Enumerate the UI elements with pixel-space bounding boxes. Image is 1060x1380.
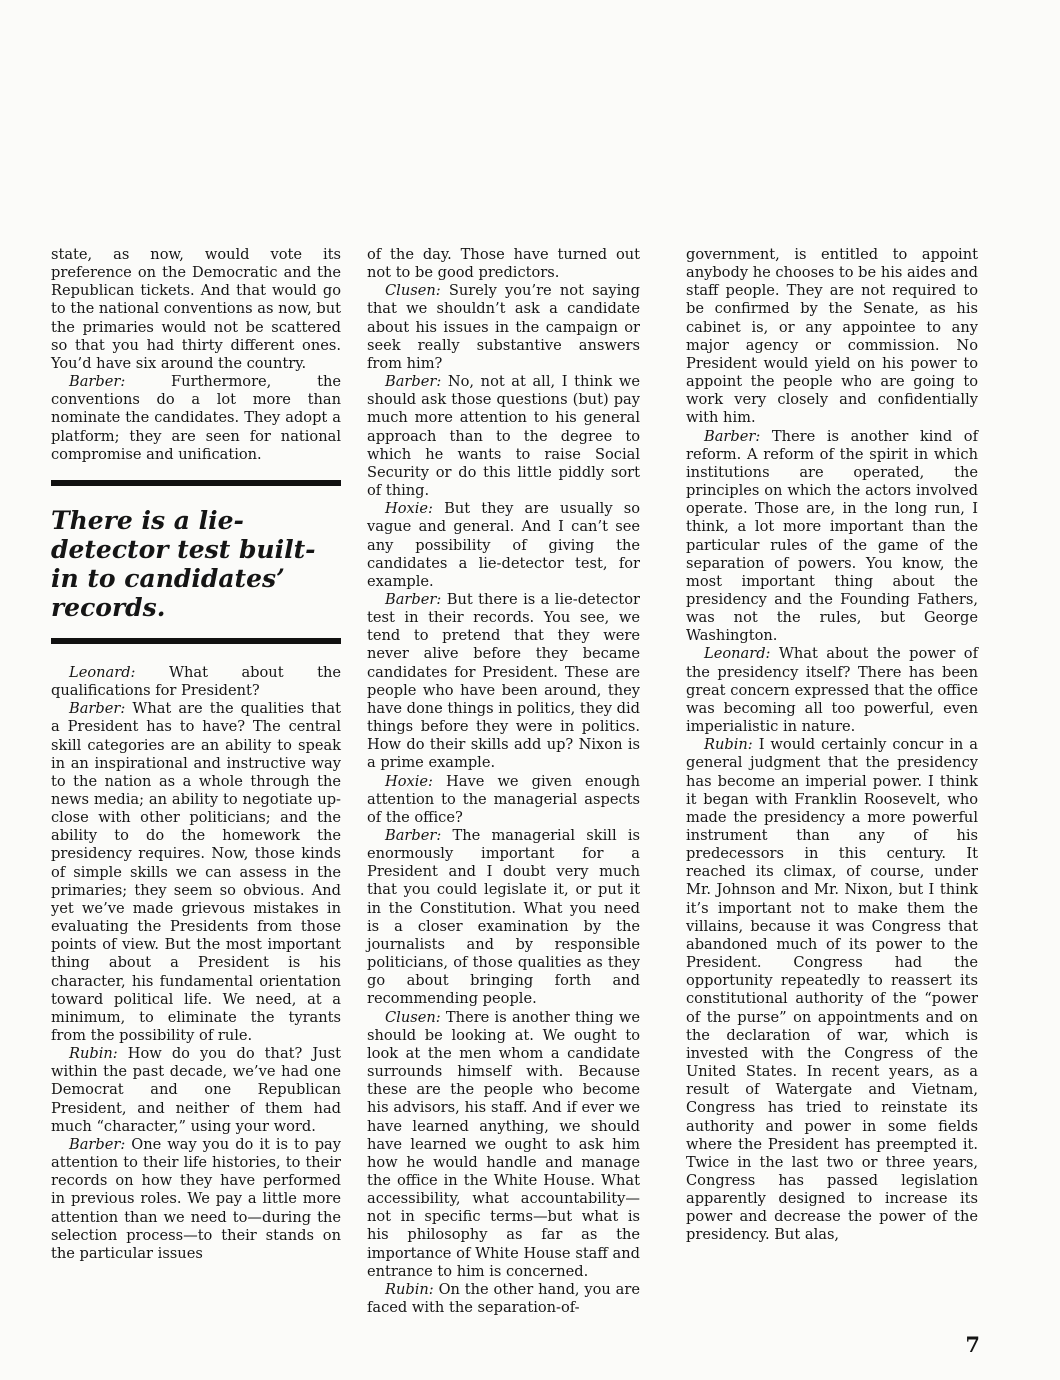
column-2 <box>367 246 640 1317</box>
speech-text: Surely you’re not saying that we shouldn’t ask a candidate about his issues in the campaign or seek really substantive answers from him? <box>367 282 640 372</box>
speech-text: But they are usually so vague and general. And I can’t see any possibility of giving the candidates a lie-detector test, for example. <box>367 500 640 590</box>
paragraph <box>686 736 978 1244</box>
paragraph <box>686 428 978 646</box>
speech-text: No, not at all, I think we should ask those questions (but) pay much more attention to his general approach than to the degree to which he wants to raise Social Security or do this little piddly sort of thing. <box>367 373 640 500</box>
speech-text: Furthermore, the conventions do a lot more than nominate the candidates. They adopt a platform; they are seen for national compromise and unification. <box>51 373 341 463</box>
speech-text: What about the power of the presidency itself? There has been great concern expressed that the office was becoming all too powerful, even imperialistic in nature. <box>686 645 978 736</box>
speech-text: Have we given enough attention to the managerial aspects of the office? <box>367 772 640 826</box>
speaker-name: Barber: <box>69 700 126 718</box>
speaker-name: Barber: <box>385 590 442 608</box>
speaker-name: Leonard: <box>69 663 136 681</box>
paragraph <box>51 1045 341 1136</box>
paragraph <box>367 1009 640 1281</box>
paragraph <box>367 827 640 1009</box>
column-3 <box>686 246 978 1245</box>
speaker-name: Rubin: <box>69 1045 118 1063</box>
paragraph <box>51 1136 341 1263</box>
speaker-name: Clusen: <box>385 1008 441 1026</box>
speech-text: The managerial skill is enormously important for a President and I doubt very much that you could legislate it, or put it in the Constitution. What you need is a closer examination by the journalists and by responsible politicians, of those qualities as they go about bringing forth and recommending people. <box>367 827 640 1008</box>
speech-text: I would certainly concur in a general judgment that the presidency has become an imperial power. I think it began with Franklin Roosevelt, who made the presidency a more powerful instrument than any of his predecessors in this century. It reached its climax, of course, under Mr. Johnson and Mr. Nixon, but I think it’s important not to make them the villains, because it was Congress that abandoned much of its power to the President. Congress had the opportunity repeatedly to reassert its constitutional authority of the “power of the purse” on appointments and on the declaration of war, which is invested with the Congress of the United States. In recent years, as a result of Watergate and Vietnam, Congress has tried to reinstate its authority and power in some fields where the President has preempted it. Twice in the last two or three years, Congress has passed legislation apparently designed to increase its power and decrease the power of the presidency. But alas, <box>686 736 978 1244</box>
speech-text: One way you do it is to pay attention to their life histories, to their records on how they have performed in previous roles. We pay a little more attention than we need to—during the selection process—to their stands on the particular issues <box>51 1135 341 1262</box>
paragraph <box>367 282 640 373</box>
speaker-name: Leonard: <box>704 645 771 663</box>
speech-text: There is another thing we should be looking at. We ought to look at the men whom a candidate surrounds himself with. Because these are the people who become his advisors, his staff. And if ever we have learned anything, we should have learned we ought to ask him how he would handle and manage the office in the White House. What accessibility, what accountability—not in specific terms—but what is his philosophy as far as the importance of White House staff and entrance to him is concerned. <box>367 1008 640 1280</box>
speaker-name: Clusen: <box>385 282 441 300</box>
bottom-rule <box>51 638 341 644</box>
page-number: 7 <box>965 1332 980 1357</box>
speaker-name: Rubin: <box>385 1280 434 1298</box>
paragraph <box>686 645 978 736</box>
paragraph: government, is entitled to appoint anybody he chooses to be his aides and staff people. They are not required to be confirmed by the Senate, as his cabinet is, or any appointee to any major agency or commission. No President would yield on his power to appoint the people who are going to work very closely and confidentially with him. <box>686 246 978 427</box>
paragraph: of the day. Those have turned out not to be good predictors. <box>367 246 640 282</box>
speaker-name: Barber: <box>69 1135 126 1153</box>
speaker-name: Barber: <box>385 827 442 844</box>
speaker-name: Barber: <box>385 373 442 391</box>
speaker-name: Hoxie: <box>385 772 433 790</box>
paragraph <box>367 591 640 773</box>
speech-text: On the other hand, you are faced with the separation-of- <box>367 1280 640 1317</box>
paragraph <box>367 373 640 500</box>
pull-quote-text: There is a lie-detector test built-in to candidates’ records. <box>51 505 316 622</box>
speech-text: What about the qualifications for President? <box>51 663 341 700</box>
speech-text: There is another kind of reform. A reform of the spirit in which institutions are operated, the principles on which the actors involved operate. Those are, in the long run, I think, a lot more important than the particular rules of the game of the separation of powers. You know, the most important thing about the presidency and the Founding Fathers, was not the rules, but George Washington. <box>686 427 978 645</box>
speech-text: How do you do that? Just within the past decade, we’ve had one Democrat and one Republican President, and neither of them had much “character,” using your word. <box>51 1045 341 1135</box>
speech-text: What are the qualities that a President has to have? The central skill categories are an ability to speak in an inspirational and instructive way to the nation as a whole through the news media; an ability to negotiate up-close with other politicians; and the ability to do the homework the presidency requires. Now, those kinds of simple skills we can assess in the primaries; they seem so obvious. And yet we’ve made grievous mistakes in evaluating the Presidents from those points of view. But the most important thing about a President is his character, his fundamental orientation toward political life. We need, at a minimum, to eliminate the tyrants from the possibility of rule. <box>51 700 341 1044</box>
paragraph <box>51 664 341 700</box>
top-rule <box>51 480 341 486</box>
speech-text: But there is a lie-detector test in their records. You see, we tend to pretend that they were never alive before they became candidates for President. These are people who have been around, they have done things in politics, they did things before they were in politics. How do their skills add up? Nixon is a prime example. <box>367 590 640 772</box>
paragraph <box>367 1281 640 1317</box>
paragraph <box>367 773 640 827</box>
speaker-name: Hoxie: <box>385 500 433 518</box>
speaker-name: Barber: <box>69 373 126 391</box>
paragraph <box>51 700 341 1045</box>
paragraph <box>51 373 341 464</box>
speaker-name: Rubin: <box>704 736 753 754</box>
paragraph <box>367 500 640 591</box>
paragraph: state, as now, would vote its preference on the Democratic and the Republican tickets. And that would go to the national conventions as now, but the primaries would not be scattered so that you had thirty different ones. You’d have six around the country. <box>51 246 341 372</box>
speaker-name: Barber: <box>704 427 761 445</box>
pull-quote <box>51 480 341 644</box>
column-1 <box>51 246 341 1263</box>
